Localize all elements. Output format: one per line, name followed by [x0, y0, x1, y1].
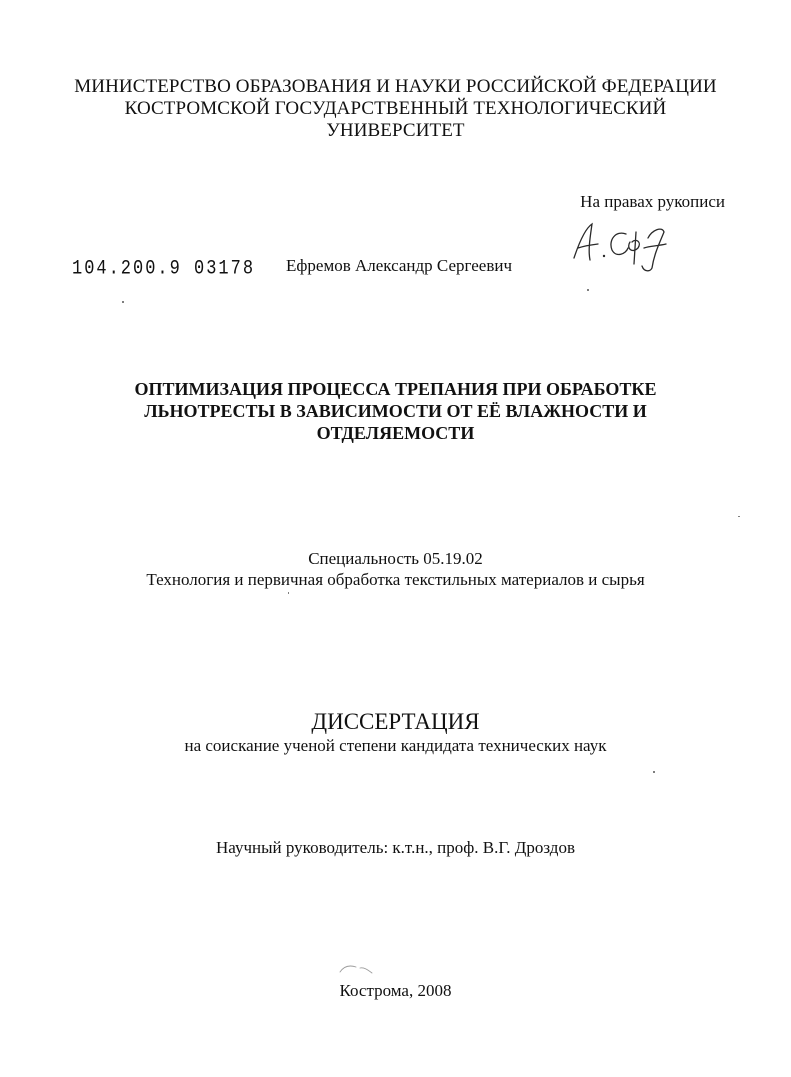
dissertation-title	[0, 378, 791, 444]
handwritten-signature	[568, 218, 678, 274]
registration-number: 104.200.9 03178	[72, 258, 256, 281]
specialty-name: Технология и первичная обработка текстильных материалов и сырья	[146, 570, 645, 589]
scan-speck	[288, 592, 289, 594]
title-line: ОТДЕЛЯЕМОСТИ	[316, 423, 475, 443]
specialty-block	[0, 548, 791, 590]
title-line: ОПТИМИЗАЦИЯ ПРОЦЕССА ТРЕПАНИЯ ПРИ ОБРАБОТКЕ	[134, 379, 657, 399]
scan-speck	[122, 301, 124, 303]
author-name: Ефремов Александр Сергеевич	[286, 256, 513, 275]
pencil-mark	[336, 962, 376, 976]
supervisor-line: Научный руководитель: к.т.н., проф. В.Г. Дроздов	[216, 838, 575, 857]
specialty-code: Специальность 05.19.02	[308, 549, 483, 568]
scan-speck	[653, 771, 655, 773]
title-line: ЛЬНОТРЕСТЫ В ЗАВИСИМОСТИ ОТ ЕЁ ВЛАЖНОСТИ И	[144, 401, 647, 421]
manuscript-note: На правах рукописи	[580, 192, 725, 211]
ministry-line: КОСТРОМСКОЙ ГОСУДАРСТВЕННЫЙ ТЕХНОЛОГИЧЕСКИЙ	[124, 98, 667, 119]
scan-speck	[738, 516, 740, 517]
document-type: ДИССЕРТАЦИЯ	[311, 709, 480, 734]
degree-line: на соискание ученой степени кандидата технических наук	[184, 736, 607, 755]
ministry-line: УНИВЕРСИТЕТ	[326, 120, 465, 141]
city-year: Кострома, 2008	[339, 981, 452, 1000]
ministry-line: МИНИСТЕРСТВО ОБРАЗОВАНИЯ И НАУКИ РОССИЙСКОЙ ФЕДЕРАЦИИ	[74, 76, 717, 97]
scan-speck	[587, 289, 589, 291]
ministry-header	[0, 76, 791, 142]
